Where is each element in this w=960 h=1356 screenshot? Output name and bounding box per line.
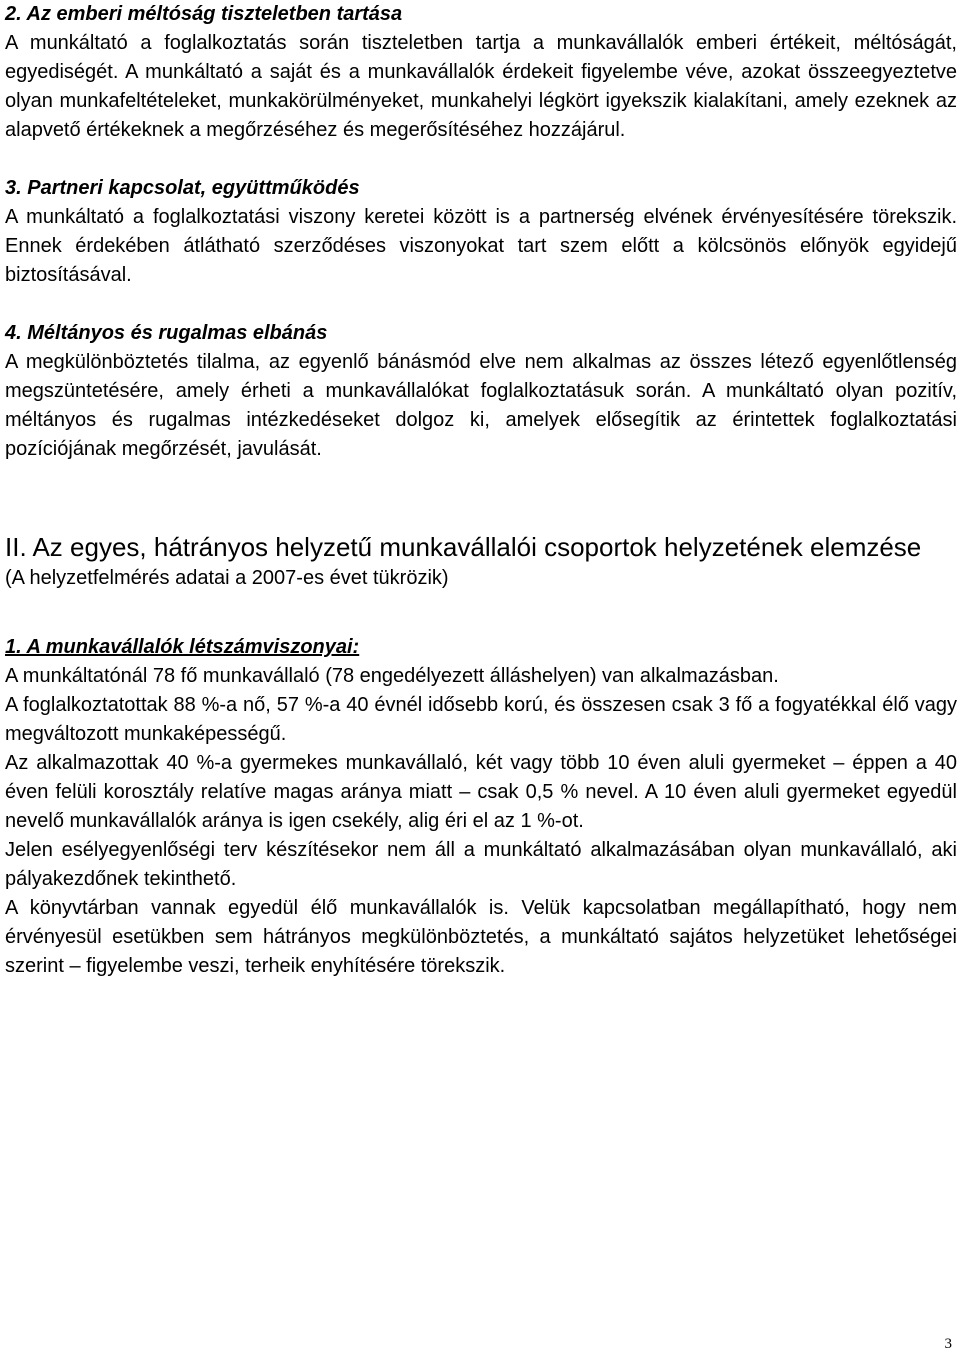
- paragraph: A megkülönböztetés tilalma, az egyenlő bánásmód elve nem alkalmas az összes létező egyenlőtlenség megszüntetésére, amely érheti a munkavállalókat foglalkoztatásuk során. A munkáltató olyan pozitív, méltányos és rugalmas intézkedéseket dolgoz ki, amelyek elősegítik az érintettek foglalkoztatási pozíciójának megőrzését, javulását.: [5, 351, 957, 460]
- subsection-title: 1. A munkavállalók létszámviszonyai:: [5, 636, 360, 658]
- part-two-header: [5, 530, 957, 593]
- section-title: 3. Partneri kapcsolat, együttműködés: [5, 177, 360, 199]
- section-title: 2. Az emberi méltóság tiszteletben tartása: [5, 3, 403, 25]
- spacer: [5, 145, 957, 174]
- part-heading: II. Az egyes, hátrányos helyzetű munkavállalói csoportok helyzetének elemzése: [5, 532, 922, 562]
- spacer: [5, 290, 957, 319]
- paragraph: Jelen esélyegyenlőségi terv készítésekor nem áll a munkáltató alkalmazásában olyan munkavállaló, aki pályakezdőnek tekinthető.: [5, 839, 957, 890]
- section-headcount: [5, 633, 957, 981]
- document-page: [5, 0, 957, 981]
- section-title: 4. Méltányos és rugalmas elbánás: [5, 322, 328, 344]
- paragraph: A könyvtárban vannak egyedül élő munkavállalók is. Velük kapcsolatban megállapítható, hogy nem érvényesül esetükben sem hátrányos megkülönböztetés, a munkáltató sajátos helyzetüket lehetőségei szerint – figyelembe veszi, terheik enyhítésére törekszik.: [5, 897, 957, 977]
- paragraph: A munkáltató a foglalkoztatási viszony keretei között is a partnerség elvének érvényesítésére törekszik. Ennek érdekében átlátható szerződéses viszonyokat tart szem előtt a kölcsönös előnyök egyidejű biztosításával.: [5, 206, 957, 286]
- paragraph: A munkáltatónál 78 fő munkavállaló (78 engedélyezett álláshelyen) van alkalmazásban.: [5, 665, 779, 687]
- spacer: [5, 593, 957, 633]
- part-subheading: (A helyzetfelmérés adatai a 2007-es évet tükrözik): [5, 567, 449, 589]
- paragraph: A foglalkoztatottak 88 %-a nő, 57 %-a 40 évnél idősebb korú, és összesen csak 3 fő a fogyatékkal élő vagy megváltozott munkaképességű.: [5, 694, 957, 745]
- section-fair-treatment: [5, 319, 957, 464]
- spacer: [5, 464, 957, 530]
- paragraph: Az alkalmazottak 40 %-a gyermekes munkavállaló, két vagy több 10 éven aluli gyermeket – éppen a 40 éven felüli korosztály relatíve magas aránya miatt – csak 0,5 % nevel. A 10 éven aluli gyermeket egyedül nevelő munkavállalók aránya is igen csekély, alig éri el az 1 %-ot.: [5, 752, 957, 832]
- paragraph: A munkáltató a foglalkoztatás során tiszteletben tartja a munkavállalók emberi értékeit, méltóságát, egyediségét. A munkáltató a saját és a munkavállalók érdekeit figyelembe véve, azokat összeegyeztetve olyan munkafeltételeket, munkakörülményeket, munkahelyi légkört igyekszik kialakítani, amely ezeknek az alapvető értékeknek a megőrzéséhez és megerősítéséhez hozzájárul.: [5, 32, 957, 141]
- page-number: 3: [944, 1336, 952, 1352]
- section-dignity: [5, 0, 957, 145]
- section-partnership: [5, 174, 957, 290]
